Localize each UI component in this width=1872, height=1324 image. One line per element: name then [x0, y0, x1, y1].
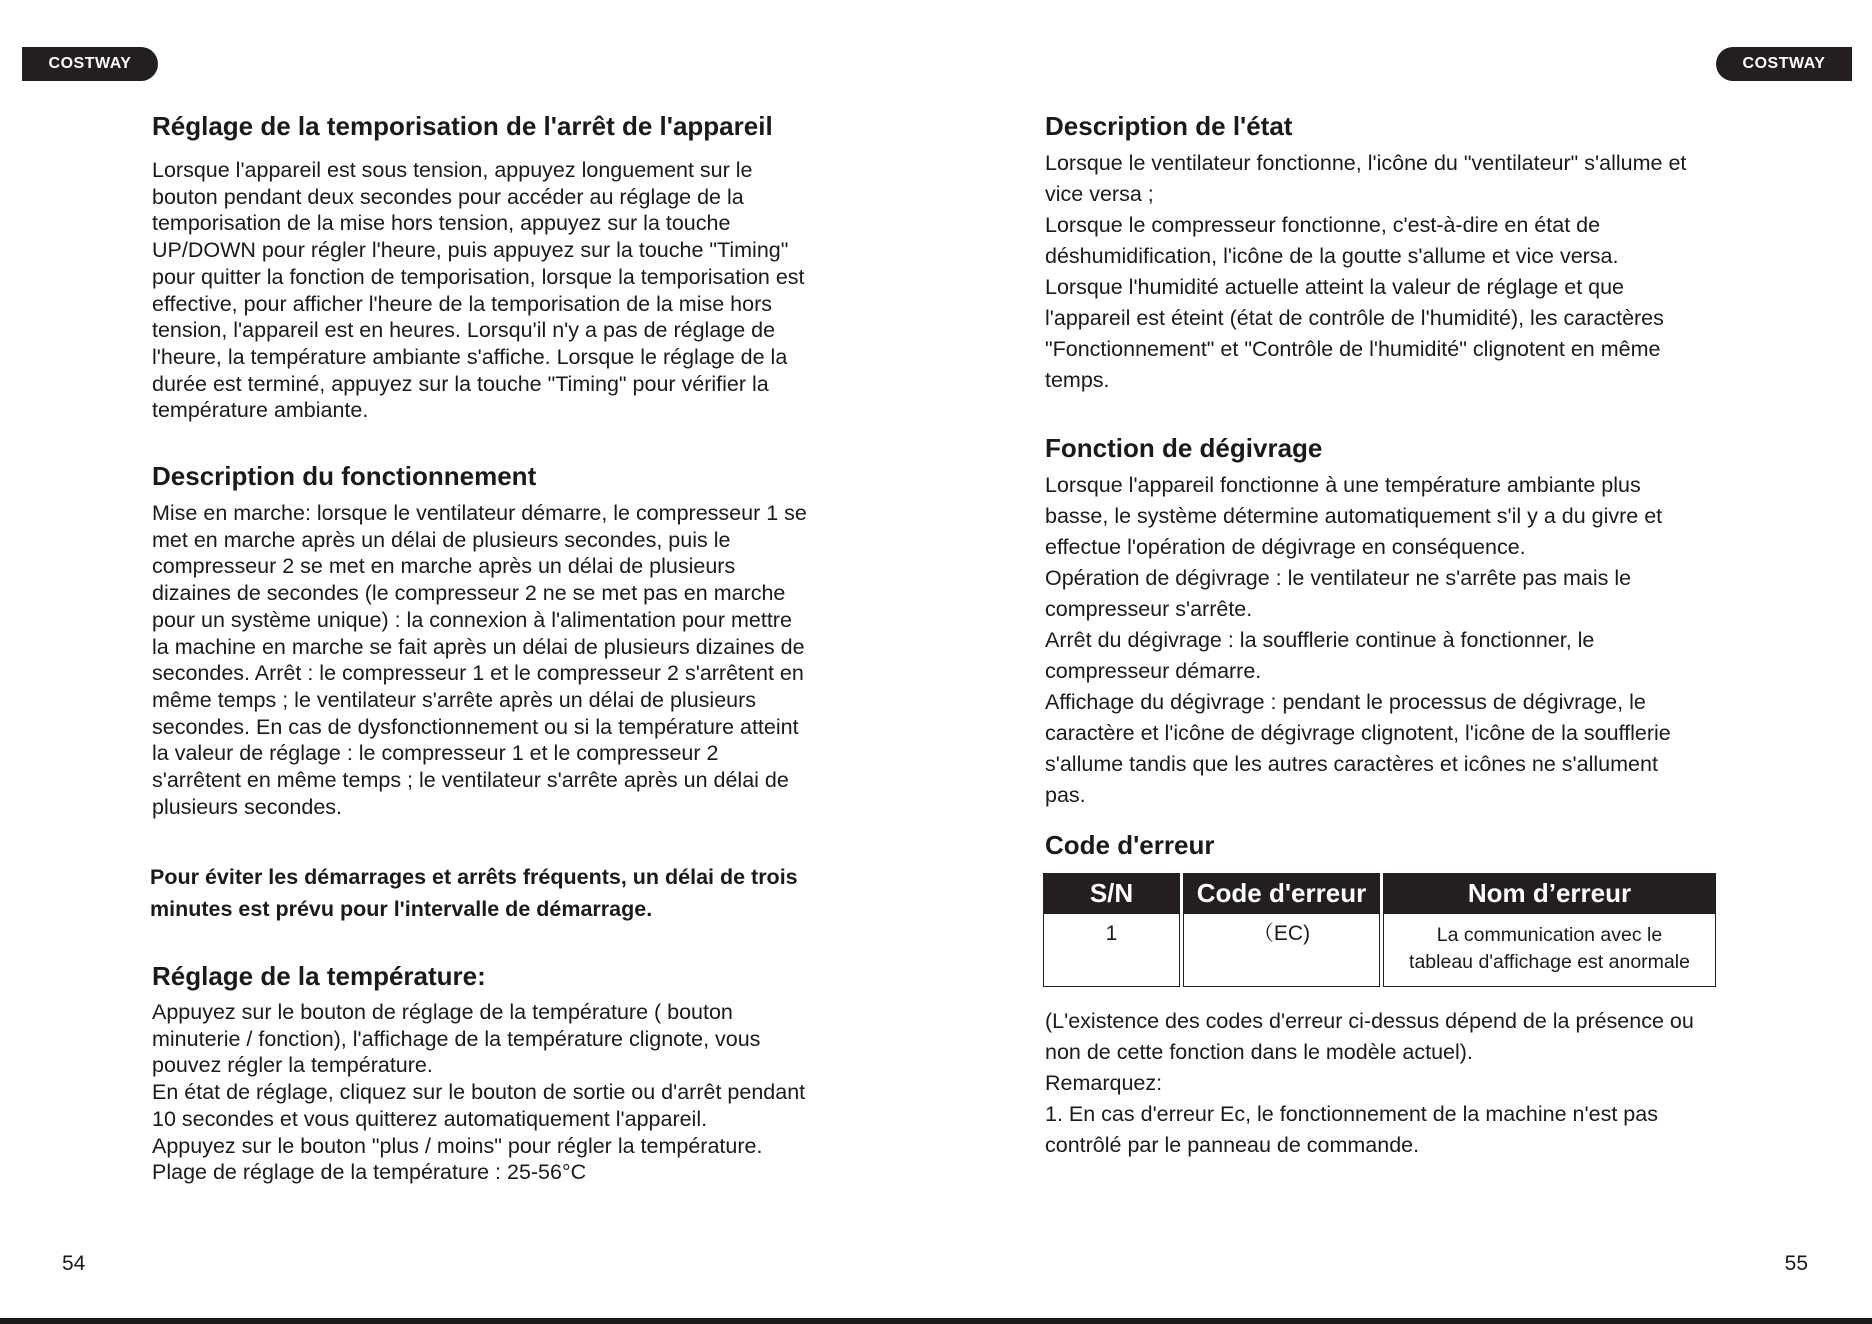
section-title-error-code: Code d'erreur: [1045, 830, 1215, 860]
text-line: pour quitter la fonction de temporisation, lorsque la temporisation est: [152, 264, 805, 289]
text-line: pas.: [1045, 783, 1086, 807]
timer-paragraph: [152, 157, 805, 424]
text-line: 10 secondes et vous quitterez automatiquement l'appareil.: [152, 1106, 708, 1131]
column-header-sn: S/N: [1043, 873, 1180, 914]
text-line: Lorsque le compresseur fonctionne, c'est-à-dire en état de: [1045, 213, 1601, 237]
text-line: bouton pendant deux secondes pour accéder au réglage de la: [152, 184, 744, 209]
remarks-paragraph: [1045, 1006, 1694, 1161]
text-line: contrôlé par le panneau de commande.: [1045, 1133, 1420, 1157]
text-line: secondes. En cas de dysfonctionnement ou si la température atteint: [152, 714, 799, 739]
text-line: Mise en marche: lorsque le ventilateur démarre, le compresseur 1 se: [152, 501, 807, 525]
right-page: [936, 0, 1872, 1324]
text-line: met en marche après un délai de plusieurs secondes, puis le: [152, 527, 731, 552]
column-header-name: Nom d’erreur: [1383, 873, 1716, 914]
table-header-row: [1043, 873, 1716, 914]
text-line: temporisation de la mise hors tension, appuyez sur la touche: [152, 211, 731, 236]
text-line: Opération de dégivrage : le ventilateur ne s'arrête pas mais le: [1045, 566, 1632, 590]
operation-paragraph: [152, 500, 807, 820]
text-line: durée est terminé, appuyez sur la touche "Timing" pour vérifier la: [152, 371, 769, 396]
text-line: s'arrêtent en même temps ; le ventilateur s'arrête après un délai de: [152, 768, 789, 793]
text-line: En état de réglage, cliquez sur le bouton de sortie ou d'arrêt pendant: [152, 1080, 806, 1105]
cell-code: （EC): [1183, 914, 1380, 987]
text-line: 1. En cas d'erreur Ec, le fonctionnement de la machine n'est pas: [1045, 1102, 1658, 1126]
text-line: temps.: [1045, 368, 1110, 392]
brand-logo: COSTWAY: [22, 47, 158, 81]
text-line: la valeur de réglage : le compresseur 1 et le compresseur 2: [152, 741, 719, 766]
text-line: Lorsque l'appareil fonctionne à une température ambiante plus: [1045, 473, 1641, 497]
text-line: (L'existence des codes d'erreur ci-dessus dépend de la présence ou: [1045, 1009, 1694, 1033]
text-line: secondes. Arrêt : le compresseur 1 et le compresseur 2 s'arrêtent en: [152, 661, 804, 686]
text-line: "Fonctionnement" et "Contrôle de l'humidité" clignotent en même: [1045, 337, 1661, 361]
page-number: 55: [1784, 1252, 1808, 1275]
defrost-paragraph: [1045, 470, 1671, 811]
text-line: Appuyez sur le bouton de réglage de la température ( bouton: [152, 1000, 733, 1024]
error-code-table: [1040, 873, 1719, 987]
text-line: Arrêt du dégivrage : la soufflerie continue à fonctionner, le: [1045, 628, 1595, 652]
text-line: pouvez régler la température.: [152, 1053, 433, 1078]
restart-delay-note: [150, 861, 798, 925]
text-line: effectue l'opération de dégivrage en conséquence.: [1045, 535, 1526, 559]
text-line: compresseur 2 se met en marche après un délai de plusieurs: [152, 554, 736, 579]
section-title-defrost: Fonction de dégivrage: [1045, 433, 1323, 463]
text-line: l'appareil est éteint (état de contrôle de l'humidité), les caractères: [1045, 306, 1664, 330]
text-line: Lorsque l'appareil est sous tension, appuyez longuement sur le: [152, 158, 753, 182]
brand-logo: COSTWAY: [1716, 47, 1852, 81]
page-number: 54: [62, 1252, 86, 1275]
text-line: minutes est prévu pour l'intervalle de démarrage.: [150, 897, 653, 921]
text-line: l'heure, la température ambiante s'affiche. Lorsque le réglage de la: [152, 344, 788, 369]
text-line: plusieurs secondes.: [152, 794, 343, 819]
text-line: Plage de réglage de la température : 25-56°C: [152, 1160, 587, 1185]
error-name-line: tableau d'affichage est anormale: [1409, 951, 1690, 973]
text-line: dizaines de secondes (le compresseur 2 ne se met pas en marche: [152, 581, 786, 606]
text-line: vice versa ;: [1045, 182, 1154, 206]
text-line: s'allume tandis que les autres caractères et icônes ne s'allument: [1045, 752, 1658, 776]
text-line: Affichage du dégivrage : pendant le processus de dégivrage, le: [1045, 690, 1646, 714]
column-header-code: Code d'erreur: [1183, 873, 1380, 914]
text-line: effective, pour afficher l'heure de la temporisation de la mise hors: [152, 291, 772, 316]
status-paragraph: [1045, 148, 1686, 396]
text-line: Lorsque l'humidité actuelle atteint la valeur de réglage et que: [1045, 275, 1625, 299]
cell-sn: 1: [1043, 914, 1180, 987]
cell-error-name: [1383, 914, 1716, 987]
text-line: non de cette fonction dans le modèle actuel).: [1045, 1040, 1473, 1064]
error-name-line: La communication avec le: [1436, 924, 1663, 946]
temperature-paragraph: [152, 999, 805, 1186]
section-title-status: Description de l'état: [1045, 111, 1293, 141]
text-line: Remarquez:: [1045, 1071, 1163, 1095]
text-line: caractère et l'icône de dégivrage clignotent, l'icône de la soufflerie: [1045, 721, 1671, 745]
text-line: la machine en marche se fait après un délai de plusieurs dizaines de: [152, 634, 805, 659]
text-line: minuterie / fonction), l'affichage de la température clignote, vous: [152, 1026, 761, 1051]
text-line: Lorsque le ventilateur fonctionne, l'icône du "ventilateur" s'allume et: [1045, 151, 1687, 175]
section-title-temperature: Réglage de la température:: [152, 961, 486, 991]
text-line: UP/DOWN pour régler l'heure, puis appuyez sur la touche "Timing": [152, 238, 789, 263]
text-line: même temps ; le ventilateur s'arrête après un délai de plusieurs: [152, 687, 757, 712]
text-line: tension, l'appareil est en heures. Lorsqu'il n'y a pas de réglage de: [152, 318, 776, 343]
text-line: compresseur s'arrête.: [1045, 597, 1253, 621]
text-line: compresseur démarre.: [1045, 659, 1262, 683]
text-line: Pour éviter les démarrages et arrêts fréquents, un délai de trois: [150, 865, 798, 889]
text-line: basse, le système détermine automatiquement s'il y a du givre et: [1045, 504, 1663, 528]
text-line: Appuyez sur le bouton "plus / moins" pour régler la température.: [152, 1133, 763, 1158]
table-row: [1043, 914, 1716, 987]
text-line: pour un système unique) : la connexion à l'alimentation pour mettre: [152, 607, 792, 632]
section-title-timer: Réglage de la temporisation de l'arrêt de l'appareil: [152, 111, 773, 141]
text-line: déshumidification, l'icône de la goutte s'allume et vice versa.: [1045, 244, 1619, 268]
text-line: température ambiante.: [152, 398, 369, 423]
bottom-edge-bar: [0, 1318, 1872, 1324]
section-title-operation: Description du fonctionnement: [152, 461, 537, 491]
